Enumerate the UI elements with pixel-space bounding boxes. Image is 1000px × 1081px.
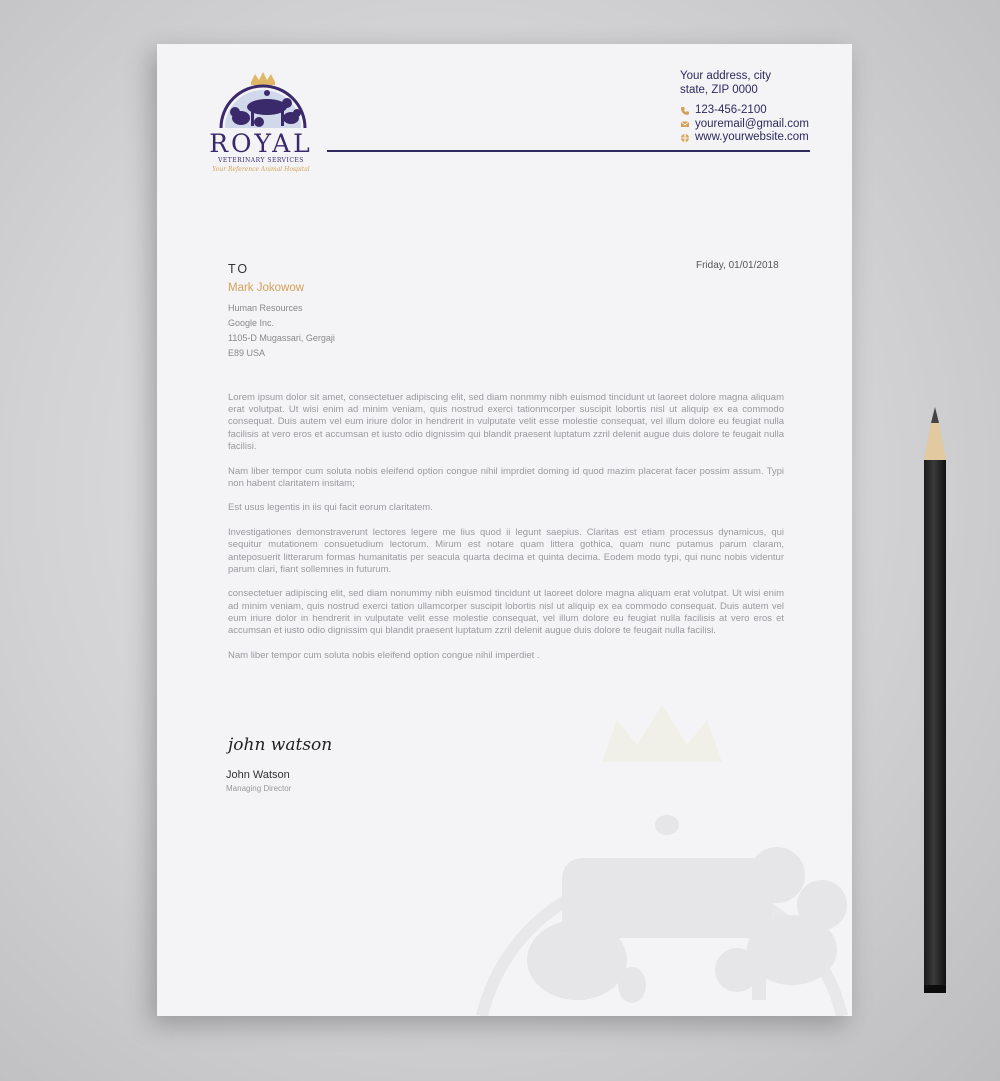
address xyxy=(680,69,809,97)
contact-block xyxy=(680,69,809,145)
phone-icon xyxy=(680,106,690,116)
logo-tagline: Your Reference Animal Hospital xyxy=(212,166,310,173)
phone-text: 123-456-2100 xyxy=(695,104,767,116)
signer-title: Managing Director xyxy=(226,784,292,793)
website-row xyxy=(680,131,809,145)
website-text[interactable]: www.yourwebsite.com xyxy=(695,131,809,143)
body-paragraph: Nam liber tempor cum soluta nobis eleifend option congue nihil imprdiet doming id quod mazim placerat facer possim assum. Typi non habent claritatem insitam; xyxy=(228,465,784,489)
recipient-street: 1105-D Mugassari, Gergaji xyxy=(228,333,335,343)
to-label: TO xyxy=(228,262,250,276)
watermark-animals-icon xyxy=(527,815,847,1003)
letter-body xyxy=(228,392,784,674)
body-paragraph: Lorem ipsum dolor sit amet, consectetuer adipiscing elit, sed diam nonmmy nibh euismod tincidunt ut laoreet dolore magna aliquam erat volutpat. Ut wisi enim ad minim veniam, quis nostrud exerci tationmcorper suscipit lobortis nisl ut aliquip ex ea commodo consequat. Duis autem vel eum iriure dolor in hendrerit in vulputate velit esse molestie consequat, vel illum dolore eu feugiat nulla facilisis at vero eros et accumsan et iusto odio dignissim qui blandit praesent luptatum zzril delenit augue duis dolore te feugait nulla facilisi. xyxy=(228,392,784,452)
watermark-crown-icon xyxy=(602,705,722,762)
email-icon xyxy=(680,119,690,129)
signer-name: John Watson xyxy=(226,769,290,781)
recipient-postal: E89 USA xyxy=(228,348,266,358)
body-paragraph: Est usus legentis in iis qui facit eorum claritatem. xyxy=(228,502,433,514)
phone-row xyxy=(680,104,809,118)
body-paragraph: Nam liber tempor cum soluta nobis eleifend option congue nihil imperdiet . xyxy=(228,649,540,661)
logo-subtitle: VETERINARY SERVICES xyxy=(218,157,304,164)
email-text[interactable]: youremail@gmail.com xyxy=(695,117,809,130)
crown-icon xyxy=(251,72,275,85)
logo-wordmark: ROYAL xyxy=(209,129,313,158)
handwritten-signature xyxy=(226,730,356,758)
recipient-company: Google Inc. xyxy=(228,318,275,328)
recipient-department: Human Resources xyxy=(228,303,303,313)
recipient-address xyxy=(228,301,335,361)
pencil-prop xyxy=(918,405,952,995)
body-paragraph: Investigationes demonstraverunt lectores legere me lius quod ii legunt saepius. Claritas est etiam processus dynamicus, qui sequitur mutationem consuetudium lectorum. Mirum est notare quam littera gothica, quam nunc putamus parum claram, anteposuerit litterarum formas humanitatis per seacula quarta decima et quinta decima. Eodem modo typi, qui nunc nobis videntur parum clari, fiant sollemnes in futurum. xyxy=(228,527,784,575)
svg-text:john watson: john watson xyxy=(228,735,333,755)
logo-watermark xyxy=(472,700,852,1016)
globe-icon xyxy=(680,133,690,143)
body-paragraph: consectetuer adipiscing elit, sed diam nonummy nibh euismod tincidunt ut laoreet dolore magna aliquam erat volutpat. Ut wisi enim ad minim veniam, quis nostrud exerci tation ullamcorper suscipit lobortis nisl ut aliquip ex ea commodo consequat. Duis autem vel eum iriure dolor in hendrerit in vulputate velit esse molestie consequat, vel illum dolore eu feugiat nulla facilisis at vero eros et accumsan et iusto odio dignissim qui blandit praesent luptatum zzril delenit augue duis dolore te feugait nulla facilisi. xyxy=(228,588,784,637)
letter-date: Friday, 01/01/2018 xyxy=(696,260,779,271)
email-row xyxy=(680,118,809,132)
recipient-name: Mark Jokowow xyxy=(228,282,305,294)
header-rule xyxy=(327,150,810,152)
address-line-1: Your address, city xyxy=(680,70,771,82)
address-line-2: state, ZIP 0000 xyxy=(680,84,758,96)
